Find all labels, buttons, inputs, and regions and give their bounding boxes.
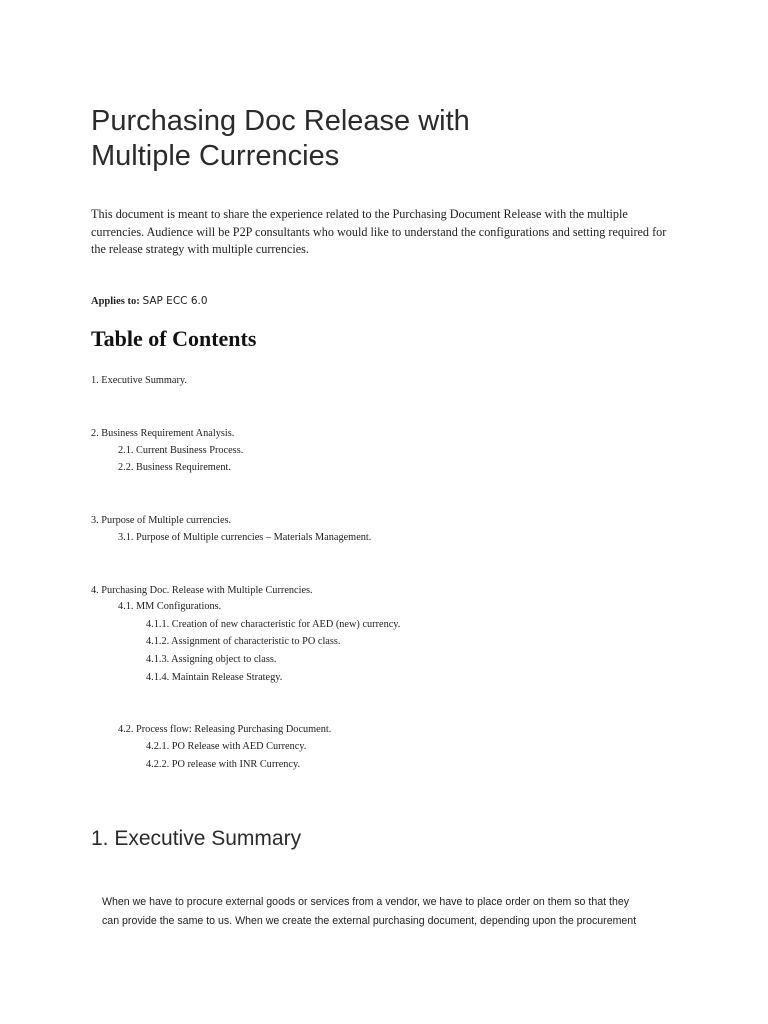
document-title-line-2: Multiple Currencies <box>91 140 340 172</box>
toc-item: 4.1.4. Maintain Release Strategy. <box>146 672 283 683</box>
toc-item: 4. Purchasing Doc. Release with Multiple Currencies. <box>91 585 313 596</box>
document-title <box>91 104 651 174</box>
toc-item: 4.2.2. PO release with INR Currency. <box>146 759 301 770</box>
toc-item: 2.2. Business Requirement. <box>118 462 231 473</box>
toc-item: 3. Purpose of Multiple currencies. <box>91 515 232 526</box>
toc-item: 4.1.1. Creation of new characteristic for AED (new) currency. <box>146 619 401 630</box>
toc-item: 4.1.3. Assigning object to class. <box>146 654 277 665</box>
executive-summary-text <box>102 893 682 931</box>
applies-to-label: Applies to: <box>91 296 140 307</box>
executive-summary-line-2: can provide the same to us. When we create the external purchasing document, depending upon the procurement <box>102 915 637 927</box>
toc-item: 4.2. Process flow: Releasing Purchasing Document. <box>118 724 332 735</box>
applies-to <box>91 293 208 310</box>
intro-paragraph: This document is meant to share the experience related to the Purchasing Document Release with the multiple currencies. Audience will be P2P consultants who would like to understand the configurations and setting required for the release strategy with multiple currencies. <box>91 207 667 256</box>
applies-to-value: SAP ECC 6.0 <box>142 295 208 307</box>
toc-item: 2.1. Current Business Process. <box>118 445 244 456</box>
toc-item: 2. Business Requirement Analysis. <box>91 428 235 439</box>
executive-summary-line-1: When we have to procure external goods or services from a vendor, we have to place order on them so that they <box>102 896 630 908</box>
toc-item: 4.1. MM Configurations. <box>118 601 222 612</box>
toc-heading: Table of Contents <box>91 326 257 351</box>
toc-item: 4.2.1. PO Release with AED Currency. <box>146 741 307 752</box>
toc-item: 1. Executive Summary. <box>91 375 187 386</box>
toc-item: 4.1.2. Assignment of characteristic to PO class. <box>146 636 341 647</box>
section-heading-executive-summary: 1. Executive Summary <box>91 827 302 850</box>
document-title-line-1: Purchasing Doc Release with <box>91 105 470 137</box>
toc-item: 3.1. Purpose of Multiple currencies – Materials Management. <box>118 532 372 543</box>
